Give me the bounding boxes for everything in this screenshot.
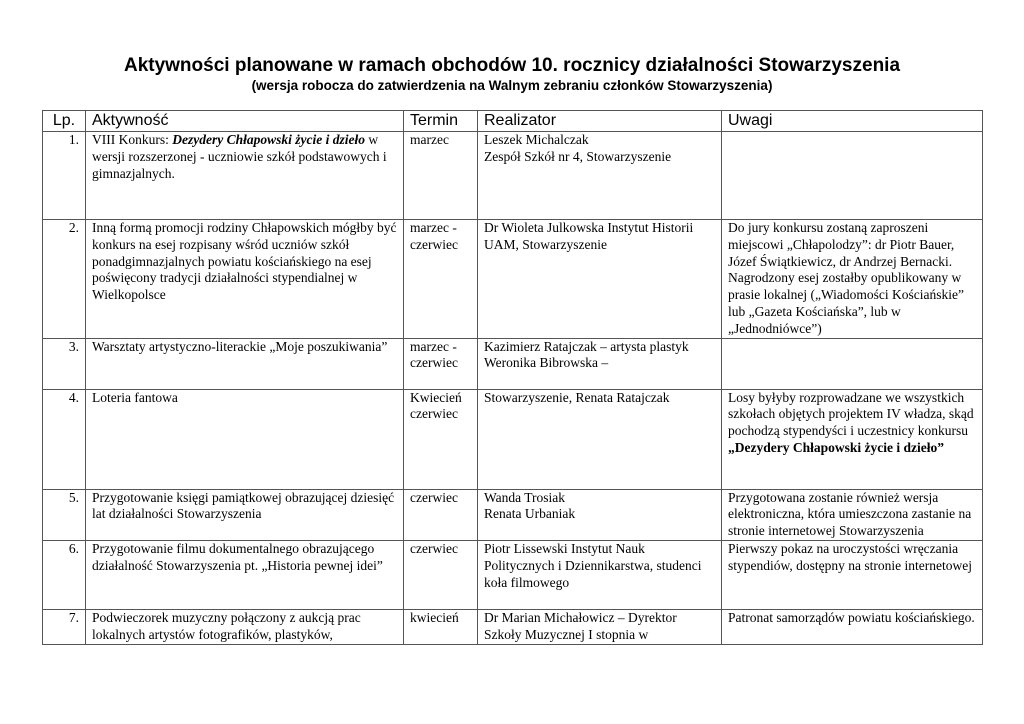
row-number: 1. — [43, 132, 86, 220]
organizer-line: Weronika Bibrowska – — [484, 355, 609, 371]
header-termin: Termin — [404, 111, 478, 132]
activity-cell: Warsztaty artystyczno-literackie „Moje poszukiwania” — [86, 338, 404, 389]
organizer-line: Stowarzyszenie, Renata Ratajczak — [484, 389, 670, 405]
notes-cell: Patronat samorządów powiatu kościańskiego. — [722, 609, 983, 644]
notes-cell: Pierwszy pokaz na uroczystości wręczania stypendiów, dostępny na stronie internetowej — [722, 540, 983, 609]
organizer-cell — [478, 338, 722, 389]
organizer-cell — [478, 489, 722, 540]
term-cell: marzec - czerwiec — [404, 220, 478, 339]
organizer-line: Zespół Szkół nr 4, Stowarzyszenie — [484, 148, 672, 164]
activity-cell: Podwieczorek muzyczny połączony z aukcją prac lokalnych artystów fotografików, plastyków, — [86, 609, 404, 644]
table-header-row — [43, 111, 983, 132]
notes-text: Losy byłyby rozprowadzane we wszystkich szkołach objętych projektem IV władza, skąd pochodzą stypendyści i uczestnicy konkursu — [728, 389, 974, 439]
activity-text: VIII Konkurs: — [92, 132, 173, 147]
table-row — [43, 389, 983, 489]
row-number: 3. — [43, 338, 86, 389]
term-cell: marzec - czerwiec — [404, 338, 478, 389]
row-number: 6. — [43, 540, 86, 609]
header-uwagi: Uwagi — [722, 111, 983, 132]
organizer-cell — [478, 540, 722, 609]
term-cell: czerwiec — [404, 540, 478, 609]
organizer-line: Piotr Lissewski Instytut Nauk Politycznych i Dziennikarstwa, studenci koła filmowego — [484, 540, 702, 590]
activity-cell: Przygotowanie filmu dokumentalnego obrazującego działalność Stowarzyszenia pt. „Historia pewnej idei” — [86, 540, 404, 609]
header-realizator: Realizator — [478, 111, 722, 132]
organizer-line: Dr Wioleta Julkowska Instytut Historii UAM, Stowarzyszenie — [484, 220, 694, 252]
activities-table — [42, 110, 983, 645]
organizer-cell — [478, 220, 722, 339]
term-cell: czerwiec — [404, 489, 478, 540]
organizer-cell — [478, 132, 722, 220]
notes-cell — [722, 389, 983, 489]
activity-text: w wersji rozszerzonej - uczniowie szkół podstawowych i gimnazjalnych. — [92, 132, 387, 181]
row-number: 4. — [43, 389, 86, 489]
header-aktywnosc: Aktywność — [86, 111, 404, 132]
term-cell: kwiecień — [404, 609, 478, 644]
notes-cell — [722, 338, 983, 389]
term-cell: Kwiecień czerwiec — [404, 389, 478, 489]
organizer-line: Kazimierz Ratajczak – artysta plastyk — [484, 338, 689, 354]
organizer-cell — [478, 389, 722, 489]
row-number: 5. — [43, 489, 86, 540]
activity-cell: Przygotowanie księgi pamiątkowej obrazującej dziesięć lat działalności Stowarzyszenia — [86, 489, 404, 540]
contest-name: „Dezydery Chłapowski życie i dzieło” — [728, 439, 944, 455]
notes-cell: Przygotowana zostanie również wersja elektroniczna, która umieszczona zastanie na stronie internetowej Stowarzyszenia — [722, 489, 983, 540]
header-lp: Lp. — [43, 111, 86, 132]
page-title: Aktywności planowane w ramach obchodów 10. rocznicy działalności Stowarzyszenia — [123, 55, 901, 76]
table-row — [43, 220, 983, 339]
page-subtitle: (wersja robocza do zatwierdzenia na Walnym zebraniu członków Stowarzyszenia) — [251, 78, 773, 93]
term-cell: marzec — [404, 132, 478, 220]
organizer-line: Wanda Trosiak — [484, 489, 566, 505]
activity-cell: Inną formą promocji rodziny Chłapowskich mógłby być konkurs na esej rozpisany wśród uczniów szkół ponadgimnazjalnych powiatu kościańskiego na esej poświęcony tradycji działalności stypendialnej w Wielkopolsce — [86, 220, 404, 339]
row-number: 7. — [43, 609, 86, 644]
table-row — [43, 132, 983, 220]
table-row — [43, 338, 983, 389]
activity-cell: Loteria fantowa — [86, 389, 404, 489]
table-row — [43, 609, 983, 644]
activity-cell — [86, 132, 404, 220]
table-row — [43, 489, 983, 540]
organizer-line: Renata Urbaniak — [484, 506, 576, 522]
contest-name: Dezydery Chłapowski życie i dzieło — [172, 132, 365, 147]
organizer-line: Dr Marian Michałowicz – Dyrektor Szkoły Muzycznej I stopnia w — [484, 609, 677, 642]
row-number: 2. — [43, 220, 86, 339]
notes-cell: Do jury konkursu zostaną zaproszeni miejscowi „Chłapolodzy”: dr Piotr Bauer, Józef Świątkiewicz, dr Andrzej Bernacki. Nagrodzony esej zostałby opublikowany w prasie lokalnej („Wiadomości Kościańskie” lub „Gazeta Kościańska”, lub w „Jednodniówce”) — [722, 220, 983, 339]
notes-cell — [722, 132, 983, 220]
table-row — [43, 540, 983, 609]
organizer-line: Leszek Michalczak — [484, 132, 589, 147]
organizer-cell — [478, 609, 722, 644]
